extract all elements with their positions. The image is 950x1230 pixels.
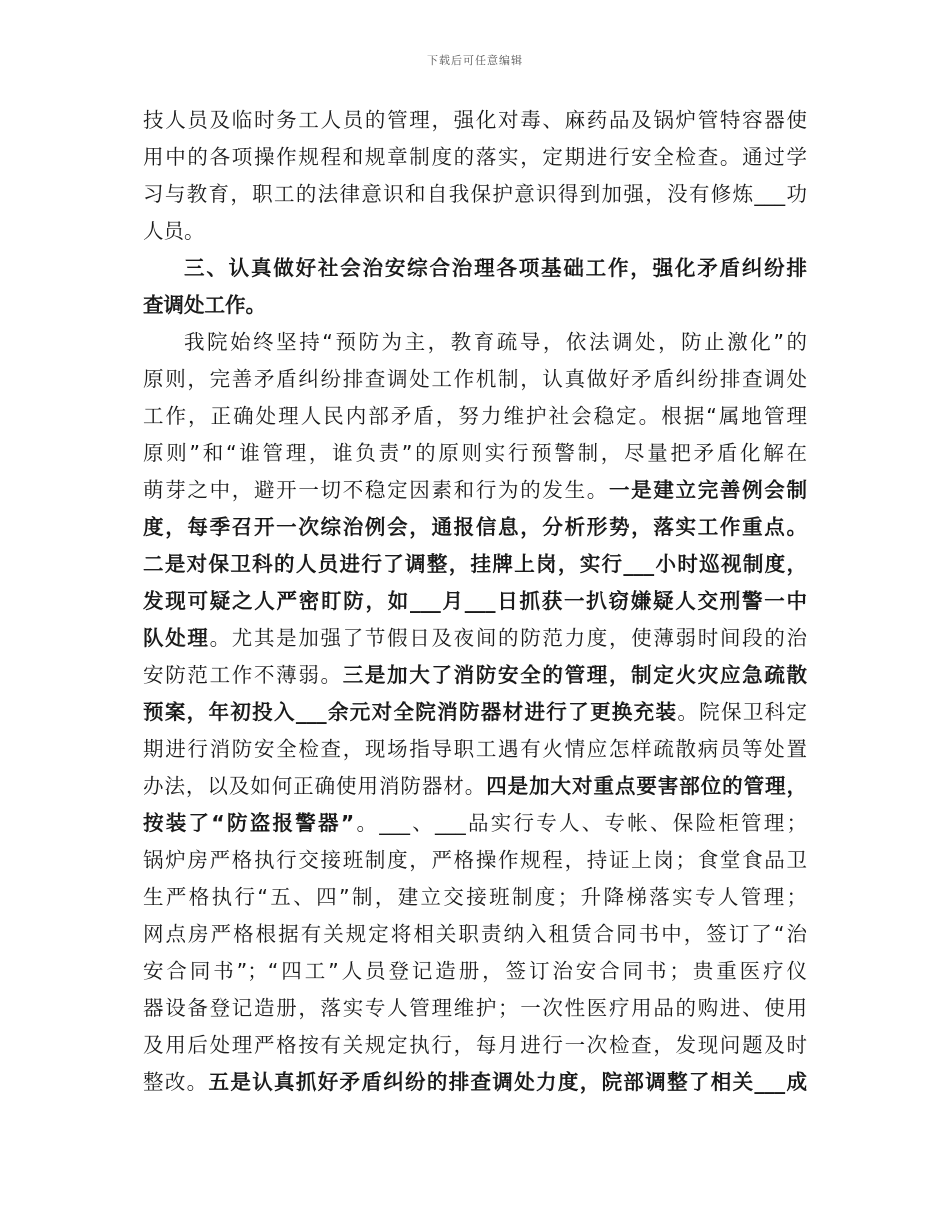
text-span: 萌芽之中，避开一切不稳定因素和行为的发生。 (143, 478, 609, 502)
text-span: 。___、___品实行专人、专帐、保险柜管理； (354, 811, 807, 835)
bold-text-span: 一是建立完善例会制 (608, 478, 807, 502)
text-line (143, 842, 807, 879)
text-line (143, 176, 807, 213)
text-line (143, 805, 807, 842)
page-header: 下载后可任意编辑 (427, 54, 523, 67)
text-line (143, 398, 807, 435)
text-span: 用中的各项操作规程和规章制度的落实，定期进行安全检查。通过学 (143, 145, 807, 169)
text-span: 原则，完善矛盾纠纷排查调处工作机制，认真做好矛盾纠纷排查调处 (143, 367, 807, 391)
bold-text-span: 队处理 (143, 626, 210, 650)
text-span: 网点房严格根据有关规定将相关职责纳入租赁合同书中，签订了“治 (143, 922, 807, 946)
text-line (143, 1064, 807, 1101)
text-line (143, 287, 807, 324)
text-line (143, 583, 807, 620)
text-line (143, 213, 807, 250)
bold-text-span: 三是加大了消防安全的管理，制定火灾应急疏散 (342, 663, 807, 687)
text-line (143, 250, 807, 287)
text-span: 工作，正确处理人民内部矛盾，努力维护社会稳定。根据“属地管理 (143, 404, 807, 428)
bold-text-span: 五是认真抓好矛盾纠纷的排查调处力度，院部调整了相关___成 (208, 1070, 807, 1094)
text-line (143, 361, 807, 398)
text-span: 及用后处理严格按有关规定执行，每月进行一次检查，发现问题及时 (143, 1033, 807, 1057)
text-span: 技人员及临时务工人员的管理，强化对毒、麻药品及锅炉管特容器使 (143, 108, 807, 132)
text-span: 安合同书”；“四工”人员登记造册，签订治安合同书；贵重医疗仪 (143, 959, 807, 983)
text-line (143, 879, 807, 916)
text-span: 我院始终坚持“预防为主，教育疏导，依法调处，防止激化”的 (184, 330, 807, 354)
text-line (143, 990, 807, 1027)
text-span: 锅炉房严格执行交接班制度，严格操作规程，持证上岗；食堂食品卫 (143, 848, 807, 872)
text-line (143, 102, 807, 139)
text-line (143, 916, 807, 953)
text-span: 。尤其是加强了节假日及夜间的防范力度，使薄弱时间段的治 (209, 626, 807, 650)
document-body (143, 102, 807, 1101)
text-span: 期进行消防安全检查，现场指导职工遇有火情应怎样疏散病员等处置 (143, 737, 807, 761)
text-line (143, 324, 807, 361)
text-span: 人员。 (143, 219, 205, 243)
text-line (143, 472, 807, 509)
text-span: 。院保卫科定 (677, 700, 807, 724)
bold-text-span: 发现可疑之人严密盯防，如___月___日抓获一扒窃嫌疑人交刑警一中 (143, 589, 807, 613)
text-line (143, 953, 807, 990)
text-span: 器设备登记造册，落实专人管理维护；一次性医疗用品的购进、使用 (143, 996, 807, 1020)
text-span: 安防范工作不薄弱。 (143, 663, 343, 687)
text-line (143, 435, 807, 472)
text-line (143, 657, 807, 694)
text-line (143, 620, 807, 657)
text-line (143, 1027, 807, 1064)
text-line (143, 768, 807, 805)
text-line (143, 731, 807, 768)
bold-text-span: 按装了“防盗报警器” (143, 811, 355, 835)
text-line (143, 546, 807, 583)
text-span: 生严格执行“五、四”制，建立交接班制度；升降梯落实专人管理； (143, 885, 807, 909)
bold-text-span: 三、认真做好社会治安综合治理各项基础工作，强化矛盾纠纷排 (184, 256, 807, 280)
text-line (143, 139, 807, 176)
text-span: 办法，以及如何正确使用消防器材。 (143, 774, 487, 798)
text-span: 原则”和“谁管理，谁负责”的原则实行预警制，尽量把矛盾化解在 (143, 441, 807, 465)
bold-text-span: 查调处工作。 (143, 293, 266, 317)
bold-text-span: 四是加大对重点要害部位的管理， (486, 774, 807, 798)
text-span: 习与教育，职工的法律意识和自我保护意识得到加强，没有修炼___功 (143, 182, 807, 206)
text-span: 整改。 (143, 1070, 209, 1094)
text-line (143, 694, 807, 731)
text-line (143, 509, 807, 546)
bold-text-span: 预案，年初投入___余元对全院消防器材进行了更换充装 (143, 700, 678, 724)
bold-text-span: 度，每季召开一次综治例会，通报信息，分析形势，落实工作重点。 (143, 515, 807, 539)
bold-text-span: 二是对保卫科的人员进行了调整，挂牌上岗，实行___小时巡视制度， (143, 552, 807, 576)
